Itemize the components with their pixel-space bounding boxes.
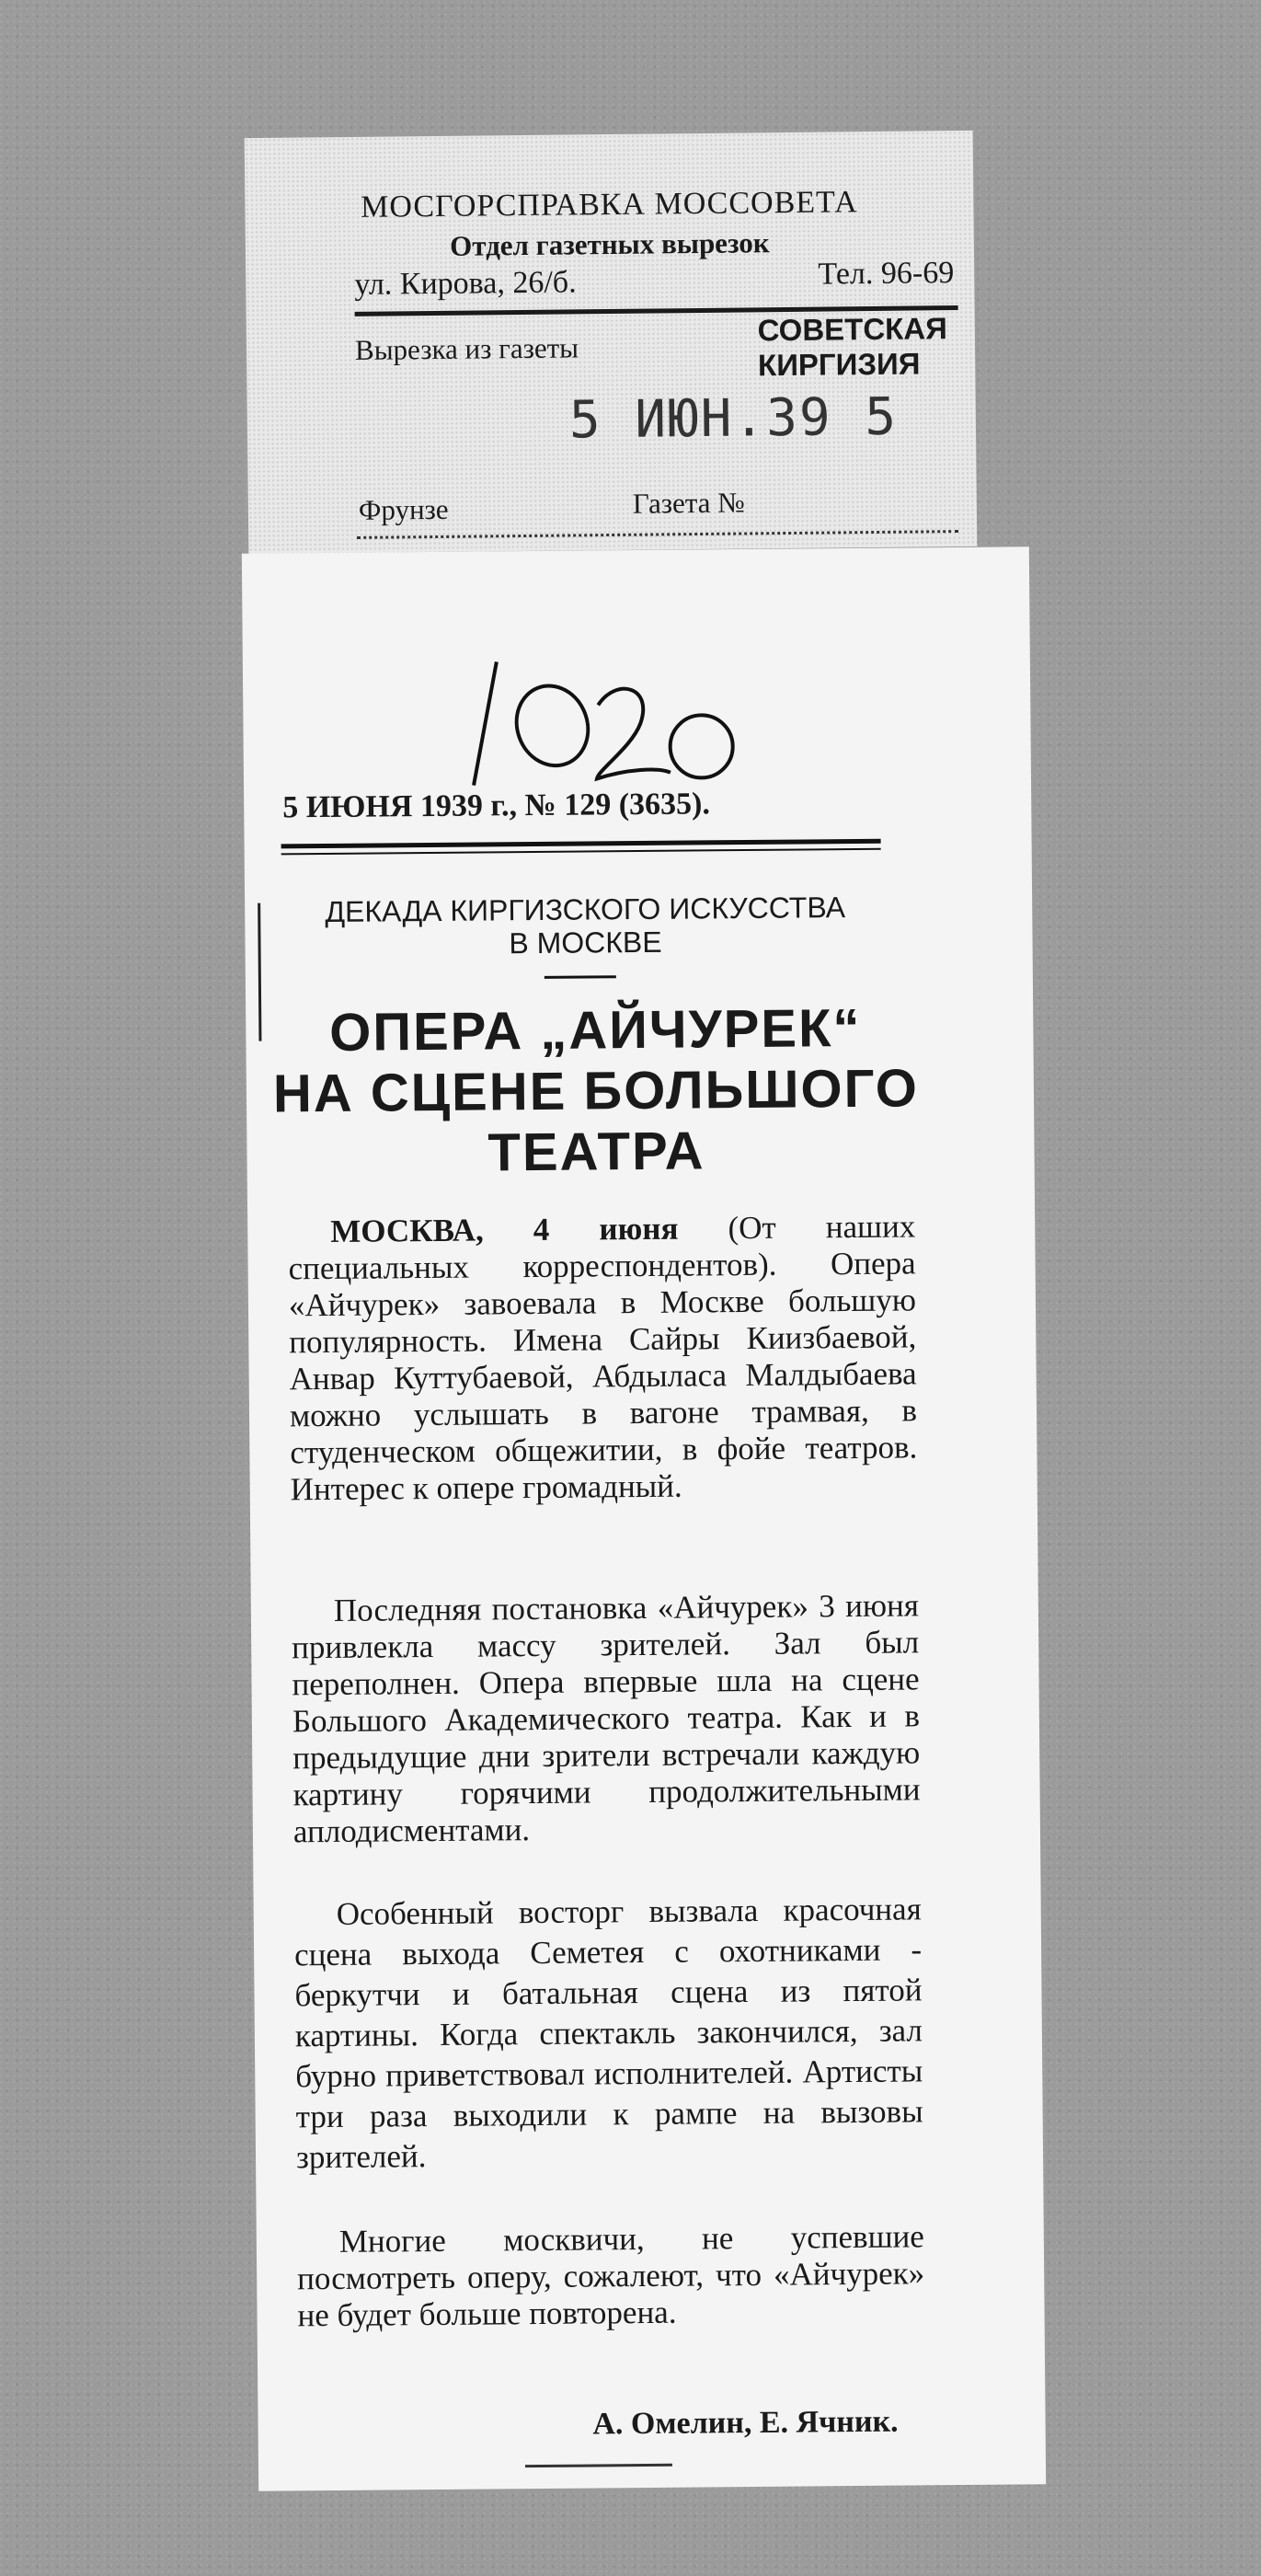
signature: А. Омелин, Е. Ячник. bbox=[592, 2404, 899, 2442]
masthead-rule-thin bbox=[281, 848, 881, 856]
date-stamp: 5 ИЮН.39 5 bbox=[568, 386, 899, 451]
address: ул. Кирова, 26/б. bbox=[354, 265, 577, 302]
newspaper-name-line2: КИРГИЗИЯ bbox=[757, 346, 921, 383]
paragraph-2: Последняя постановка «Айчурек» 3 июня привлекла массу зрителей. Зал был переполнен. Опера впервые шла на сцене Большого Академического театра. Как и в предыдущие дни зрители встречали каждую картину горячими продолжительными аплодисментами. bbox=[292, 1587, 921, 1850]
masthead-rule bbox=[281, 839, 881, 849]
paragraph-4: Многие москвичи, не успевшие посмотреть оперу, сожалеют, что «Айчурек» не будет больше повторена. bbox=[297, 2218, 925, 2334]
dateline: МОСКВА, 4 июня bbox=[330, 1210, 679, 1249]
issue-date: 5 ИЮНЯ 1939 г., № 129 (3635). bbox=[282, 787, 711, 825]
newspaper-name bbox=[757, 311, 947, 383]
newspaper-clipping bbox=[242, 546, 1046, 2490]
kicker-line-1: ДЕКАДА КИРГИЗСКОГО ИСКУССТВА bbox=[325, 891, 846, 928]
organization-name: МОСГОРСПРАВКА МОССОВЕТА bbox=[360, 185, 858, 224]
paragraph-1 bbox=[288, 1208, 918, 1508]
paragraph-1-text: (От наших специальных корреспондентов). Опера «Айчурек» завоевала в Москве большую популярность. Имена Сайры Киизбаевой, Анвар Куттубаевой, Абдыласа Малдыбаева можно услышать в вагоне трамвая, в студенческом общежитии, в фойе театров. Интерес к опере громадный. bbox=[288, 1208, 918, 1508]
city-label: Фрунзе bbox=[358, 492, 449, 526]
kicker-line-2: В МОСКВЕ bbox=[509, 925, 662, 960]
paragraph-3: Особенный восторг вызвала красочная сцена выхода Семетея с охотниками - беркутчи и батальная сцена из пятой картины. Когда спектакль закончился, зал бурно приветствовал исполнителей. Артисты три раза выходили к рампе на вызовы зрителей. bbox=[293, 1891, 923, 2176]
headline-line-2: НА СЦЕНЕ БОЛЬШОГО bbox=[272, 1058, 920, 1124]
phone: Тел. 96-69 bbox=[818, 256, 955, 292]
headline-line-3: ТЕАТРА bbox=[487, 1121, 705, 1183]
handwritten-number bbox=[460, 658, 746, 789]
department-name: Отдел газетных вырезок bbox=[449, 226, 770, 262]
end-rule bbox=[525, 2464, 672, 2467]
cut-from-label: Вырезка из газеты bbox=[354, 331, 579, 366]
newspaper-number-label: Газета № bbox=[632, 486, 745, 520]
headline-line-1: ОПЕРА „АЙЧУРЕК“ bbox=[328, 997, 862, 1063]
newspaper-name-line1: СОВЕТСКАЯ bbox=[757, 311, 948, 348]
dotted-line bbox=[357, 530, 958, 539]
column-mark bbox=[258, 903, 261, 1041]
clipping-service-slip bbox=[245, 131, 978, 554]
kicker-separator bbox=[545, 975, 616, 979]
